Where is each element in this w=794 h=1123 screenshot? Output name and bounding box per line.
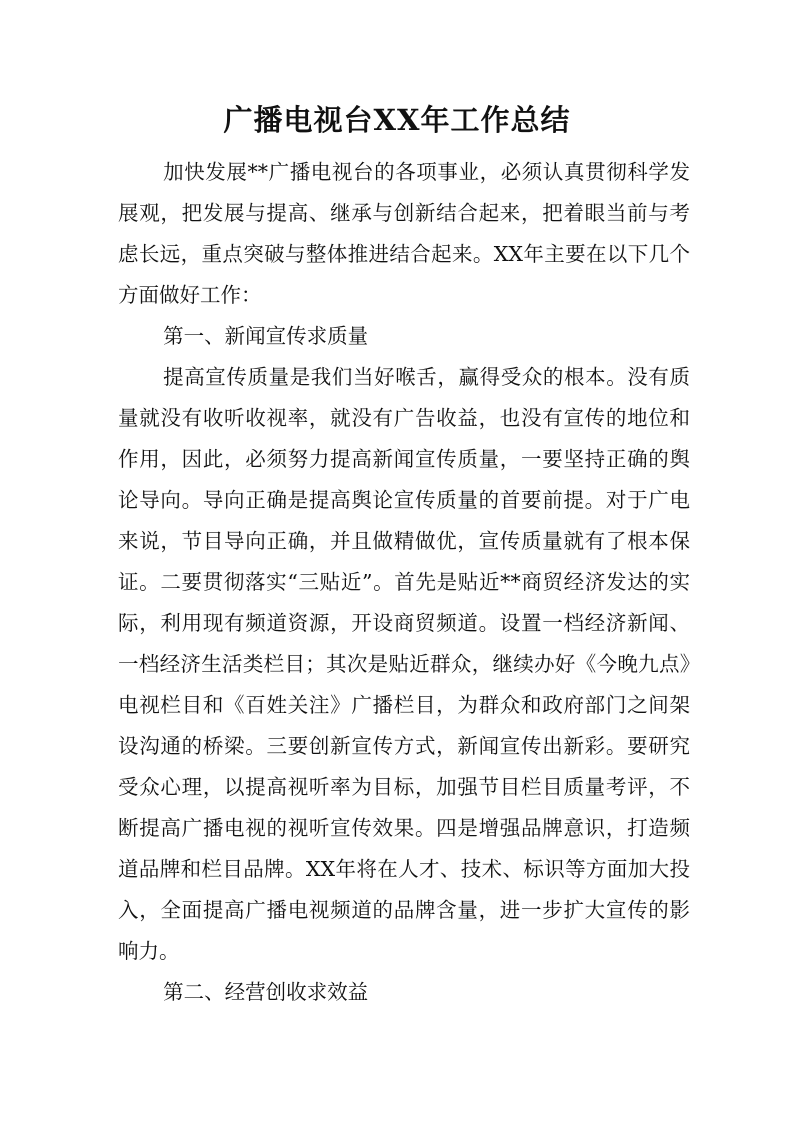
section-heading-2: 第二、经营创收求效益 — [163, 980, 369, 1004]
section-1-paragraph: 提高宣传质量是我们当好喉舌，赢得受众的根本。没有质量就没有收听收视率，就没有广告收益，也没有宣传的地位和作用，因此，必须努力提高新闻宣传质量，一要坚持正确的舆论导向。导向正确是提高舆论宣传质量的首要前提。对于广电来说，节目导向正确，并且做精做优，宣传质量就有了根本保证。二要贯彻落实“三贴近”。首先是贴近**商贸经济发达的实际，利用现有频道资源，开设商贸频道。设置一档经济新闻、一档经济生活类栏目；其次是贴近群众，继续办好《今晚九点》电视栏目和《百姓关注》广播栏目，为群众和政府部门之间架设沟通的桥梁。三要创新宣传方式，新闻宣传出新彩。要研究受众心理，以提高视听率为目标，加强节目栏目质量考评，不断提高广播电视的视听宣传效果。四是增强品牌意识，打造频道品牌和栏目品牌。XX年将在人才、技术、标识等方面加大投入，全面提高广播电视频道的品牌含量，进一步扩大宣传的影响力。 — [118, 365, 690, 963]
section-heading-1: 第一、新闻宣传求质量 — [163, 324, 369, 348]
intro-paragraph: 加快发展**广播电视台的各项事业，必须认真贯彻科学发展观，把发展与提高、继承与创新结合起来，把着眼当前与考虑长远，重点突破与整体推进结合起来。XX年主要在以下几个方面做好工作： — [118, 160, 690, 307]
document-body — [118, 152, 690, 1013]
document-title: 广播电视台XX年工作总结 — [223, 103, 571, 137]
